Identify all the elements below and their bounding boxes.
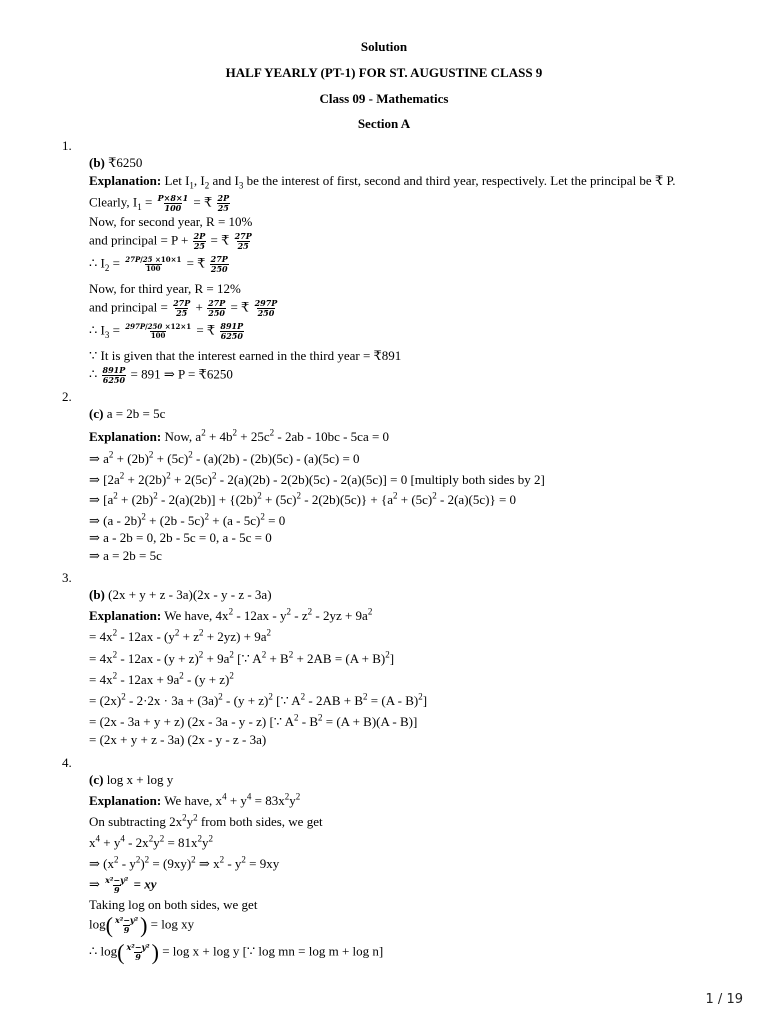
q2-line-4: ⇒ (a - 2b)$^2$ + (2b - 5c)$^2$ + (a - 5c)$^2$ = 0 — [89, 511, 286, 528]
q4-line-5: Taking log on both sides, we get — [89, 897, 258, 912]
q2-line-3: ⇒ $[a^2 + (2b)^2 - 2(a)(2b)] + \{(2b)^2 + (5c)^2 - 2(2b)(5c)\} + \{a^2 + (5c)^2 - 2(a)(5c)\} = 0$ — [89, 490, 517, 507]
question-number-1: 1. — [62, 138, 72, 153]
q3-line-1: = $4x^2 - 12ax - (y^2 + z^2 + 2yz) + 9a^2$ — [89, 627, 272, 644]
q3-line-3: = $4x^2 - 12ax + 9a^2 - (y + z)^2$ — [89, 670, 234, 687]
q1-given: ∵ It is given that the interest earned in the third year = ₹891 — [89, 348, 402, 363]
q3-explanation: Explanation: We have, $4x^2 - 12ax - y^2 - z^2 - 2yz + 9a^2$ — [89, 606, 373, 623]
fraction: $\frac{P\times 8\times 1}{100}$ — [157, 193, 189, 213]
q3-answer: (b) (2x + y + z - 3a)(2x - y - z - 3a) — [89, 587, 272, 602]
page-number: 1 / 19 — [705, 992, 743, 1007]
q2-explanation: Explanation: Now, $a^2 + 4b^2 + 25c^2 - 2ab - 10bc - 5ca = 0$ — [89, 427, 390, 444]
subject-title: Class 09 - Mathematics — [319, 91, 449, 106]
fraction: $\frac{2P}{25}$ — [217, 193, 230, 213]
q2-line-2: ⇒ $[2a^2 + 2(2b)^2 + 2(5c)^2 - 2(a)(2b) - 2(2b)(5c) - 2(a)(5c)] = 0$ [multiply both sides by 2] — [89, 470, 545, 487]
q4-answer: (c) log x + log y — [89, 772, 174, 787]
q1-third-year: Now, for third year, R = 12% — [89, 281, 241, 296]
q2-line-6: ⇒ a = 2b = 5c — [89, 548, 162, 563]
section-title: Section A — [357, 116, 411, 131]
q4-line-6: log( $\frac{\text{x²−y²}}{9}$ ) = log xy — [89, 912, 195, 938]
question-number-3: 3. — [62, 570, 72, 585]
q1-final: ∴ $\frac{891P}{6250}$ = 891 ⇒ P = ₹6250 — [89, 365, 233, 385]
q1-answer-text: ₹6250 — [108, 155, 143, 170]
q1-principal-2: and principal = P + $\frac{2P}{25}$ = ₹ $\frac{27P}{25}$ — [89, 231, 252, 251]
q1-second-year: Now, for second year, R = 10% — [89, 214, 253, 229]
q3-line-2: = $4x^2 - 12ax - (y + z)^2 + 9a^2$ [∵ $A^2 + B^2 + 2AB = (A + B)^2$] — [89, 649, 395, 666]
q3-line-4: = $(2x)^2 - 2\cdot 2x \cdot 3a + (3a)^2 - (y + z)^2$ [∵ $A^2 - 2AB + B^2 = (A - B)^2$] — [89, 691, 428, 708]
question-number-4: 4. — [62, 755, 72, 770]
exam-title: HALF YEARLY (PT-1) FOR ST. AUGUSTINE CLASS 9 — [225, 65, 543, 80]
q4-explanation: Explanation: We have, $x^4 + y^4 = 83x^2y^2$ — [89, 791, 301, 808]
q4-line-7: ∴ log( $\frac{\text{x²−y²}}{9}$ ) = log x + log y [∵ log mn = log m + log n] — [89, 939, 384, 965]
q1-expl-text: Let $I_1$, $I_2$ and $I_3$ be the interest of first, second and third year, respectively. Let the principal be ₹ P. — [164, 173, 676, 191]
question-number-2: 2. — [62, 389, 72, 404]
q1-answer — [89, 155, 142, 171]
solution-title: Solution — [360, 39, 408, 54]
fraction: $\frac{27P}{25}$ — [234, 231, 252, 251]
q1-explanation — [89, 173, 676, 189]
q3-line-6: = (2x + y + z - 3a) (2x - y - z - 3a) — [89, 732, 267, 747]
q4-line-4: ⇒ $\frac{\text{x²−y²}}{9}$ = xy — [89, 875, 157, 895]
q1-i3-line: ∴ $I_3$ = $\frac{297P/250 \times 12\times 1}{100}$ = ₹ $\frac{891P}{6250}$ — [89, 321, 244, 341]
q2-line-5: ⇒ a - 2b = 0, 2b - 5c = 0, a - 5c = 0 — [89, 530, 272, 545]
q4-line-3: ⇒ $(x^2 - y^2)^2 = (9xy)^2$ ⇒ $x^2 - y^2 = 9xy$ — [89, 854, 280, 871]
q2-answer: (c) a = 2b = 5c — [89, 406, 166, 421]
q3-line-5: = (2x - 3a + y + z) (2x - 3a - y - z) [∵ $A^2 - B^2 = (A + B)(A - B)$] — [89, 712, 418, 729]
q1-i2-line: ∴ $I_2$ = $\frac{27P/25 \times 10\times 1}{100}$ = ₹ $\frac{27P}{250}$ — [89, 254, 228, 274]
q4-line-1: On subtracting $2x^2y^2$ from both sides, we get — [89, 812, 323, 829]
q1-principal-3: and principal = $\frac{27P}{25}$ + $\frac{27P}{250}$ = ₹ $\frac{297P}{250}$ — [89, 298, 278, 318]
q2-line-1: ⇒ $a^2 + (2b)^2 + (5c)^2 - (a)(2b) - (2b)(5c) - (a)(5c) = 0$ — [89, 449, 360, 466]
q4-line-2: $x^4 + y^4 - 2x^2y^2 = 81x^2y^2$ — [89, 833, 214, 850]
q1-option: (b) — [89, 155, 105, 170]
q1-expl-label: Explanation: — [89, 173, 162, 188]
q1-i1-line: Clearly, $I_1$ = $\frac{P\times 8\times 1}{100}$ = ₹ $\frac{2P}{25}$ — [89, 193, 230, 213]
fraction: $\frac{2P}{25}$ — [193, 231, 206, 251]
